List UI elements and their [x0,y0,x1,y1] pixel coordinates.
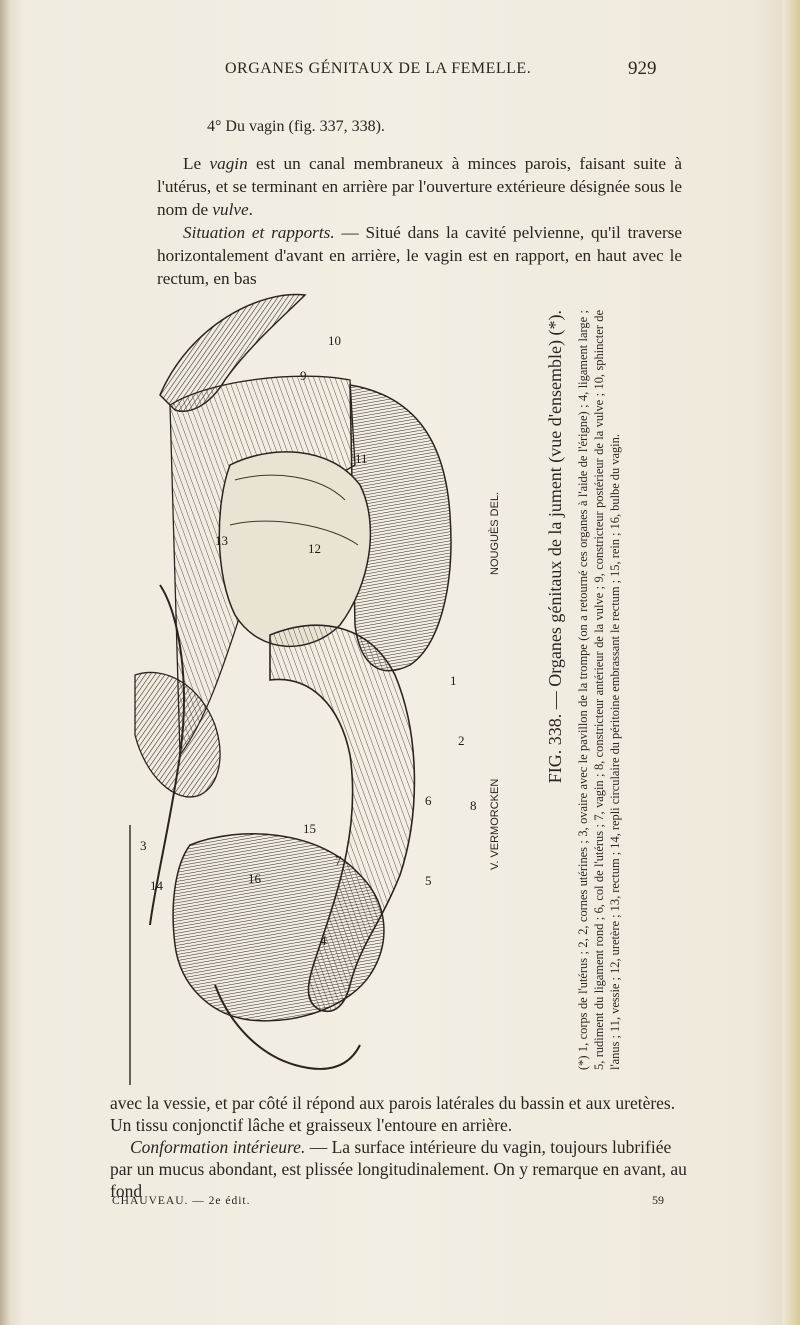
binding-edge [0,0,10,1325]
text-run: Le [183,154,210,173]
figure-label: 3 [140,838,147,853]
footer-author: CHAUVEAU. — 2e édit. [112,1195,251,1207]
figure-label: 12 [308,541,321,556]
figure-label: 15 [303,821,316,836]
figure-label: 9 [300,368,307,383]
figure-label: 7 [335,853,342,868]
subheading-conformation: Conformation intérieure. [130,1137,306,1157]
engraver-signature: V. VERMORCKEN [489,778,501,870]
caption-title: FIG. 338. — Organes génitaux de la jument (vue d'ensemble) (*). [545,310,565,784]
term-vagin: vagin [209,154,248,173]
text-run: — La surface intérieure du vagin, toujours lubrifiée par un mucus abondant, est plissée longitudinalement. On y remarque en avant, au fond [110,1137,687,1201]
figure-label: 4 [320,933,327,948]
text-run: — Situé dans la cavité pelvienne, qu'il traverse horizontalement d'avant en arrière, le vagin est en rapport, en haut avec le rectum, en bas [157,223,682,288]
text-run: . [248,200,253,219]
figure-label: 5 [425,873,432,888]
page-edge [782,0,800,1325]
engraving-illustration [120,285,515,1110]
bottom-paragraphs [110,1092,690,1202]
figure-label: 13 [215,533,228,548]
figure-label: 14 [150,878,163,893]
page-number: 929 [628,58,657,79]
figure-label: 8 [470,798,477,813]
figure-label: 2 [458,733,465,748]
intro-paragraph [157,152,682,290]
paragraph-conformation [110,1136,690,1202]
figure-label: 16 [248,871,261,886]
paragraph-rapports-continued: avec la vessie, et par côté il répond aux parois latérales du bassin et aux uretères. Un tissu conjonctif lâche et graisseux l'entoure en arrière. [110,1093,676,1135]
caption-legend: (*) 1, corps de l'utérus ; 2, 2, cornes utérines ; 3, ovaire avec le pavillon de la trompe (on a retourné ces organes à l'aide de l'érigne) ; 4, ligament large ; 5, rudiment du ligament rond ; 6, col de l'utérus ; 7, vagin ; 8, constricteur antérieur de la vulve ; 9, constricteur postérieur de la vulve ; 10, sphincter de l'anus ; 11, vessie ; 12, uretère ; 13, rectum ; 14, repli circulaire du péritoine embrassant le rectum ; 15, rein ; 16, bulbe du vagin. [576,310,622,1070]
figure-label: 1 [450,673,457,688]
figure-caption-block [520,310,650,1070]
anatomical-figure [120,285,515,1110]
text-run: est un canal membraneux à minces parois, faisant suite à l'utérus, et se terminant en arrière par l'ouverture extérieure désignée sous le nom de [157,154,682,219]
footer-signature: 59 [652,1193,664,1207]
uterus-body-shape [219,452,370,647]
term-vulve: vulve [212,200,249,219]
figure-caption [547,310,623,1070]
section-title: 4° Du vagin (fig. 337, 338). [207,118,385,135]
paragraph-situation [157,221,682,290]
paragraph-vagin-definition [157,152,682,221]
subheading-situation: Situation et rapports. [183,223,335,242]
figure-label: 11 [355,451,368,466]
running-title: ORGANES GÉNITAUX DE LA FEMELLE. [225,60,532,77]
figure-label: 6 [425,793,432,808]
figure-label: 10 [328,333,341,348]
artist-signature: NOUGUÈS DEL. [489,491,501,575]
